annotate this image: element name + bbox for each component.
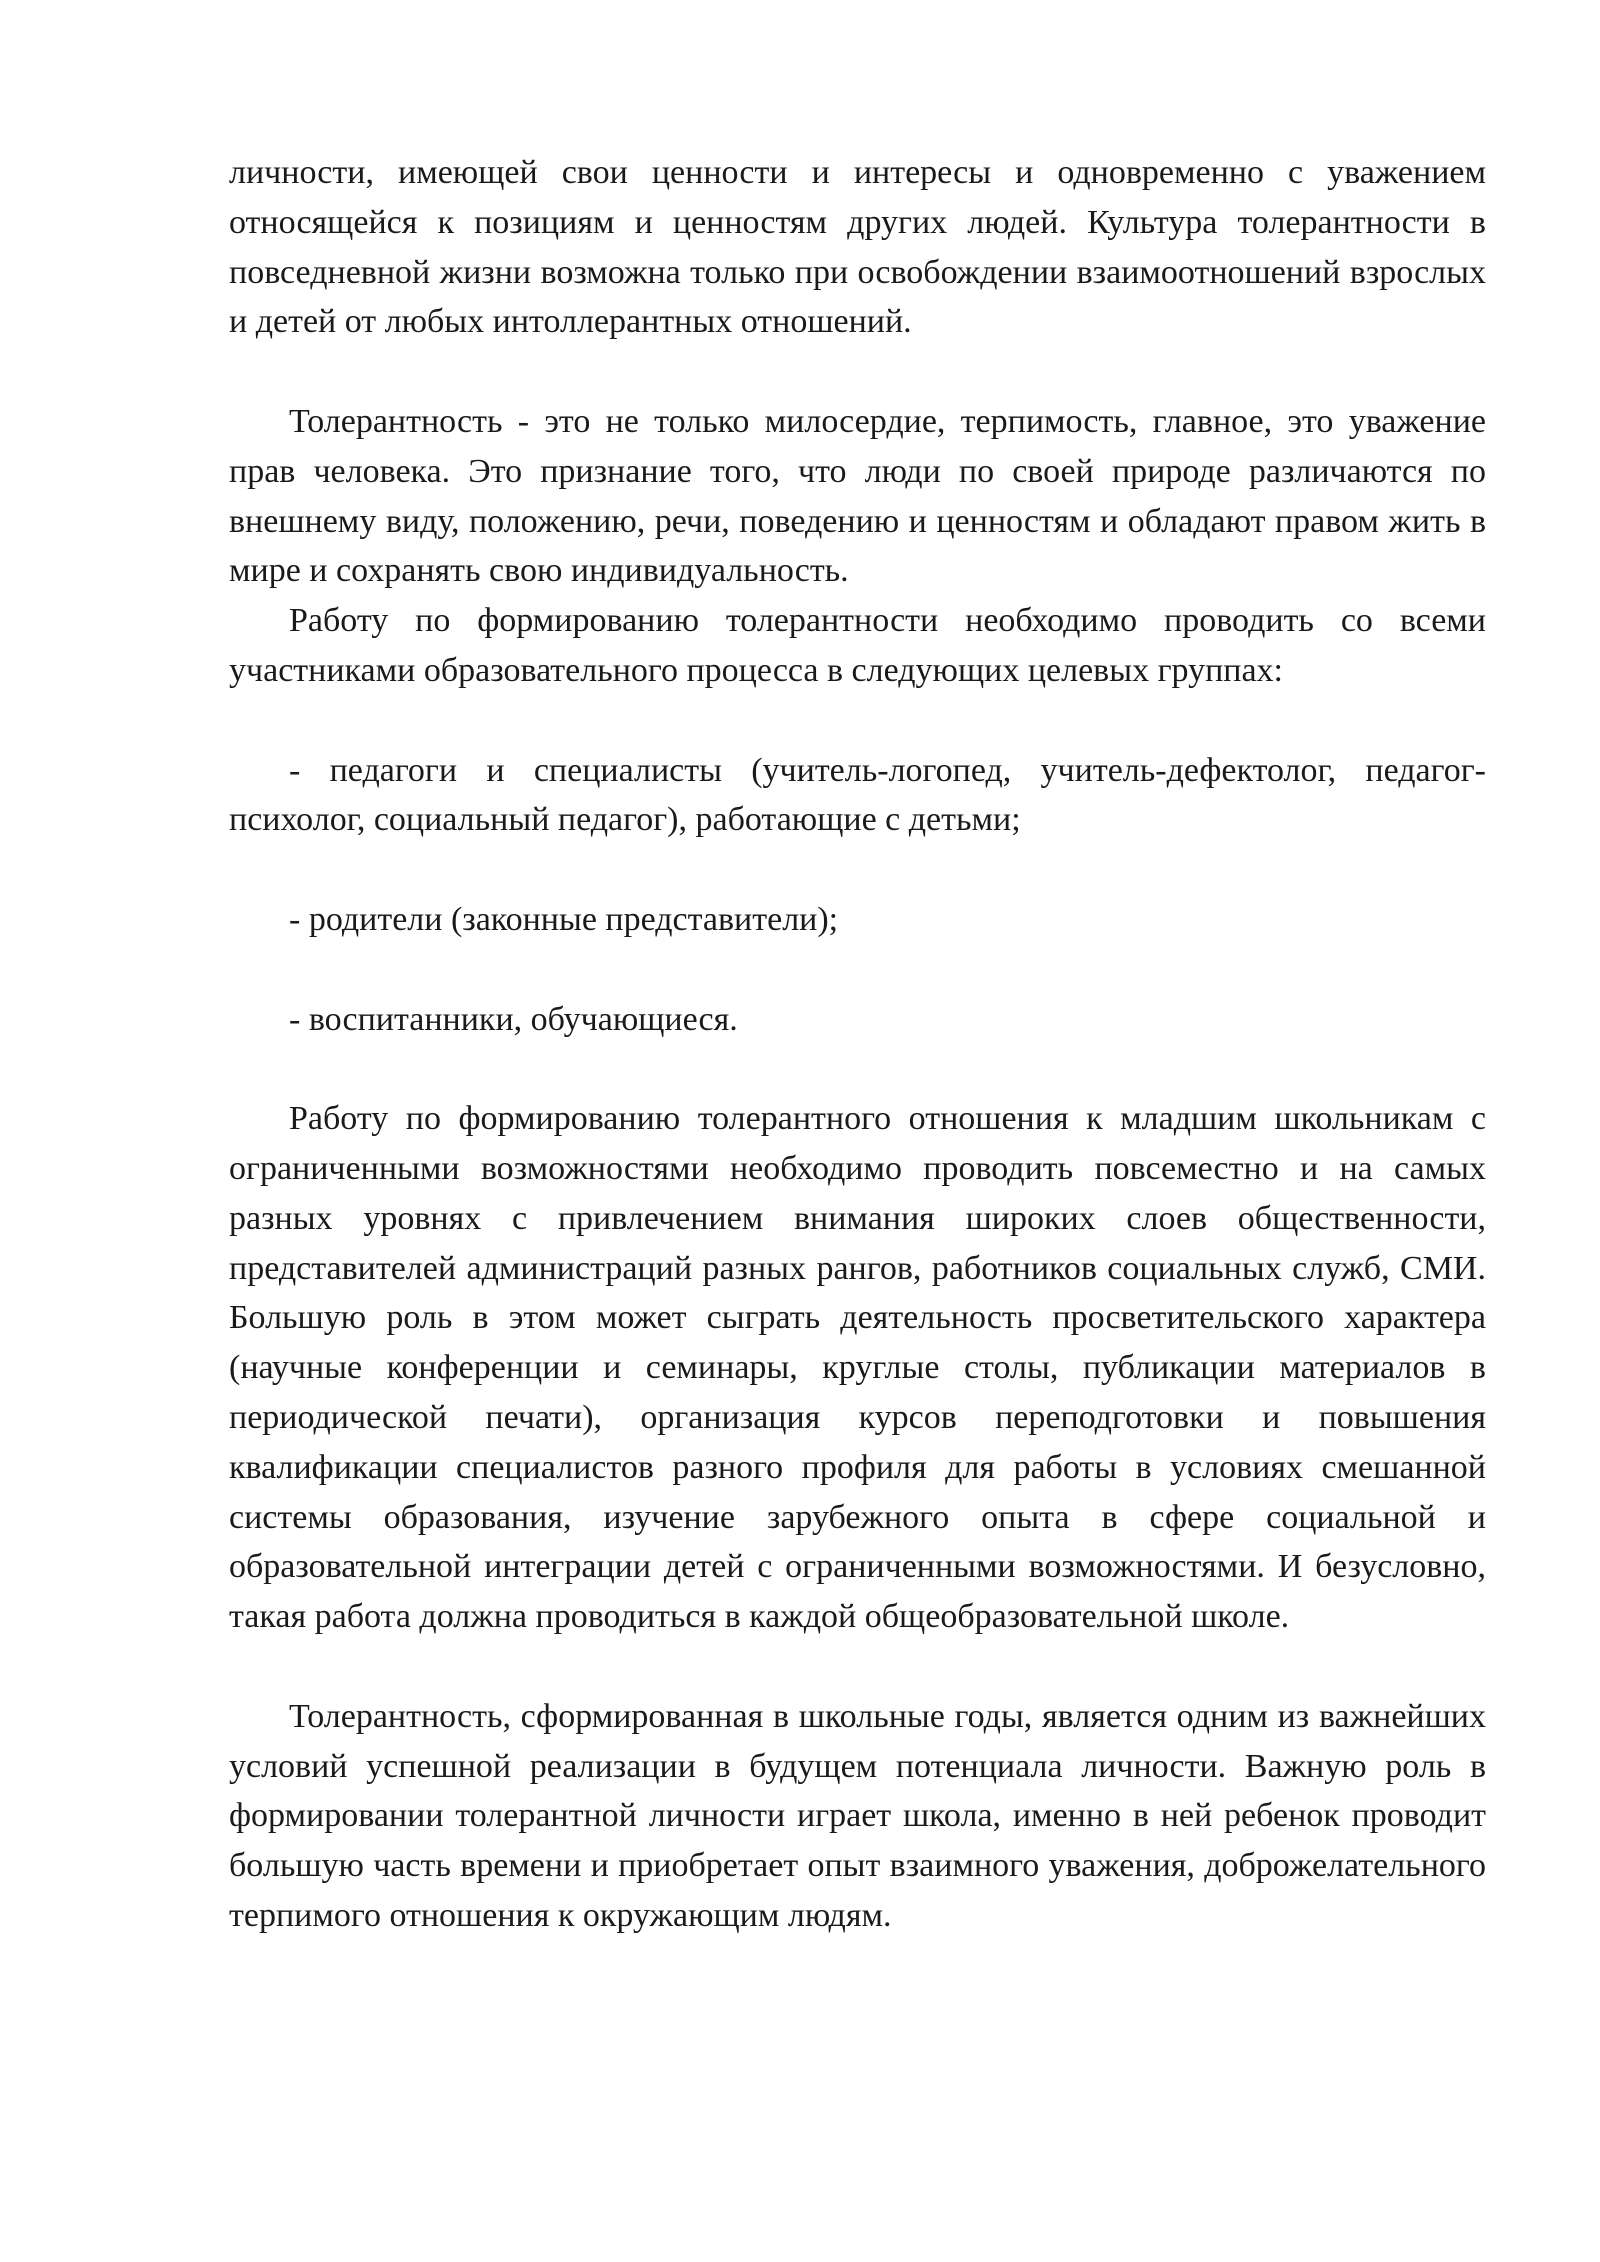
list-item-pupils: - воспитанники, обучающиеся. [289, 1000, 738, 1038]
paragraph-work-with-schoolchildren: Работу по формированию толерантного отношения к младшим школьникам с ограниченными возможностями необходимо проводить повсеместно и на самых разных уровнях с привлечением внимания широких слоев общественности, представителей администраций разных рангов, работников социальных служб, СМИ. Большую роль в этом может сыграть деятельность просветительского характера (научные конференции и семинары, круглые столы, публикации материалов в периодической печати), организация курсов переподготовки и повышения квалификации специалистов разного профиля для работы в условиях смешанной системы образования, изучение зарубежного опыта в сфере социальной и образовательной интеграции детей с ограниченными возможностями. И безусловно, такая работа должна проводиться в каждой общеобразовательной школе. [229, 1100, 1486, 1636]
paragraph-tolerance-definition: Толерантность - это не только милосердие, терпимость, главное, это уважение прав человека. Это признание того, что люди по своей природе различаются по внешнему виду, положению, речи, поведению и ценностям и обладают правом жить в мире и сохранять свою индивидуальность. [229, 402, 1486, 590]
paragraph-tolerant-personality: личности, имеющей свои ценности и интересы и одновременно с уважением относящейся к позициям и ценностям других людей. Культура толерантности в повседневной жизни возможна только при освобождении взаимоотношений взрослых и детей от любых интоллерантных отношений. [229, 154, 1486, 341]
paragraph-target-groups-intro: Работу по формированию толерантности необходимо проводить со всеми участниками образовательного процесса в следующих целевых группах: [229, 602, 1486, 689]
paragraph-school-role: Толерантность, сформированная в школьные годы, является одним из важнейших условий успешной реализации в будущем потенциала личности. Важную роль в формировании толерантной личности играет школа, именно в ней ребенок проводит большую часть времени и приобретает опыт взаимного уважения, доброжелательного терпимого отношения к окружающим людям. [229, 1697, 1486, 1934]
list-item-parents: - родители (законные представители); [289, 900, 839, 938]
list-item-teachers: - педагоги и специалисты (учитель-логопед, учитель-дефектолог, педагог-психолог, социальный педагог), работающие с детьми; [229, 751, 1486, 839]
document-body [229, 148, 1486, 1941]
